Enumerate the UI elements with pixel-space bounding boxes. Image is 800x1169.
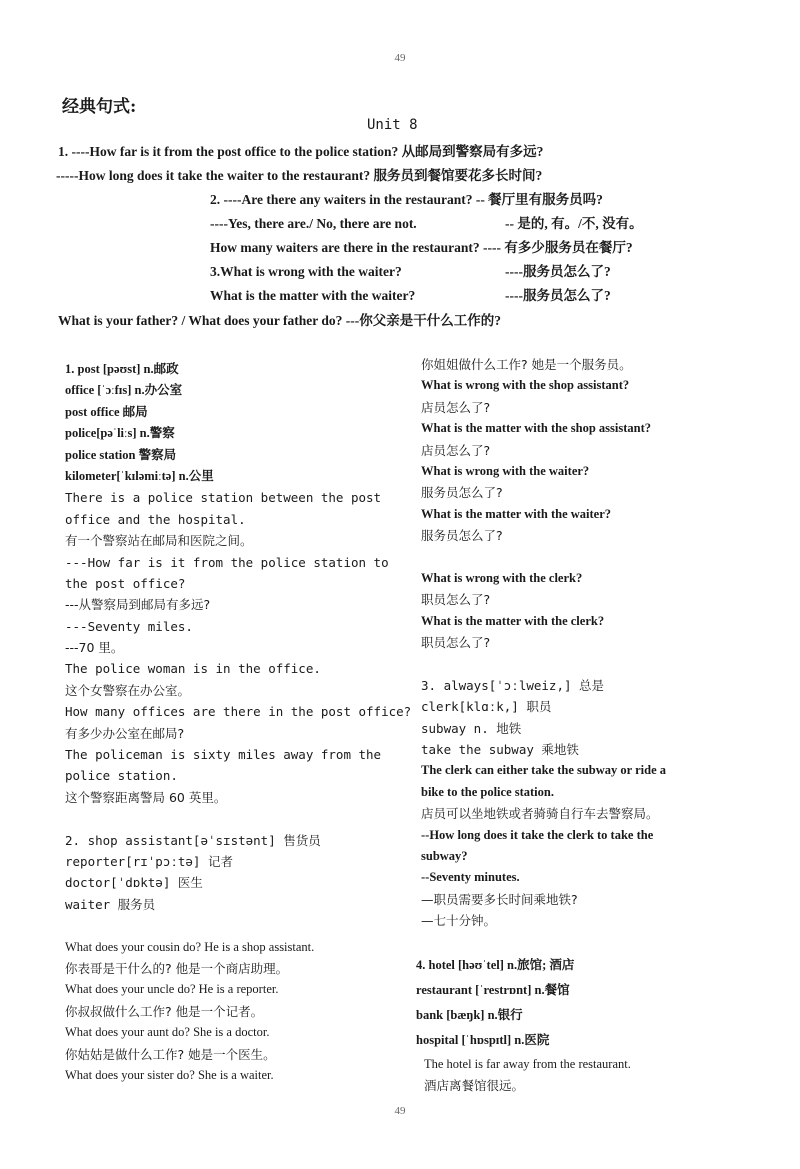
example-line: What is wrong with the waiter? — [421, 463, 590, 478]
vocab-entry: hospital [ˈhɒspɪtl] n.医院 — [416, 1033, 550, 1047]
example-line: the post office? — [65, 575, 186, 591]
translation-line: 服务员怎么了? — [421, 528, 503, 544]
translation-line: 店员怎么了? — [421, 399, 491, 415]
right-column-lower — [416, 953, 756, 1097]
translation-line: 你表哥是干什么的? 他是一个商店助理。 — [65, 960, 289, 976]
example-line: What does your sister do? She is a waiter. — [65, 1067, 274, 1082]
example-line: What does your uncle do? He is a reporter. — [65, 982, 279, 997]
example-line: What is the matter with the waiter? — [421, 506, 612, 521]
vocab-entry: 4. hotel [həʊˈtel] n.旅馆; 酒店 — [416, 958, 575, 972]
vocab-entry: 2. shop assistant[əˈsɪstənt] 售货员 — [65, 832, 321, 848]
sentence-line: 3.What is wrong with the waiter? — [210, 264, 402, 279]
example-line: What does your aunt do? She is a doctor. — [65, 1025, 270, 1040]
example-line: bike to the police station. — [421, 784, 554, 799]
page-number-top: 49 — [394, 52, 406, 64]
right-column — [421, 354, 761, 932]
example-line: police station. — [65, 768, 178, 784]
translation-line: 店员可以坐地铁或者骑骑自行车去警察局。 — [421, 806, 659, 822]
example-line: What is wrong with the shop assistant? — [421, 378, 630, 393]
page-number-bottom: 49 — [394, 1105, 406, 1117]
vocab-entry: waiter 服务员 — [65, 896, 156, 912]
sentence-line: ----Yes, there are./ No, there are not. — [210, 216, 417, 231]
vocab-entry: take the subway 乘地铁 — [421, 742, 579, 758]
example-line: The hotel is far away from the restaurant. — [424, 1057, 631, 1071]
translation-line: 服务员怎么了? — [421, 485, 503, 501]
example-line: ---How far is it from the police station to — [65, 554, 389, 570]
example-line: The clerk can either take the subway or ride a — [421, 763, 667, 778]
sentence-line: 1. ----How far is it from the post office to the police station? 从邮局到警察局有多远? — [58, 144, 544, 159]
translation-line: 你姑姑是做什么工作? 她是一个医生。 — [65, 1046, 276, 1062]
vocab-entry: doctor[ˈdɒktə] 医生 — [65, 875, 203, 891]
translation-line: 职员怎么了? — [421, 635, 491, 651]
example-line: How many offices are there in the post office? — [65, 704, 412, 720]
left-column — [65, 359, 412, 1086]
unit-title: Unit 8 — [367, 117, 418, 133]
vocab-entry: subway n. 地铁 — [421, 720, 522, 736]
sentence-line: -----How long does it take the waiter to the restaurant? 服务员到餐馆要花多长时间? — [56, 168, 543, 183]
vocab-entry: police station 警察局 — [65, 447, 177, 462]
translation-line: 这个女警察在办公室。 — [65, 682, 191, 698]
translation-line: 这个警察距离警局 60 英里。 — [65, 789, 227, 805]
translation-line: —职员需要多长时间乘地铁? — [421, 891, 578, 907]
example-line: What is the matter with the shop assistant? — [421, 421, 651, 436]
translation-line: 有一个警察站在邮局和医院之间。 — [65, 533, 253, 549]
example-line: The police woman is in the office. — [65, 661, 321, 677]
sentence-line: How many waiters are there in the restaurant? ---- 有多少服务员在餐厅? — [210, 240, 633, 255]
vocab-entry: office [ˈɔːfɪs] n.办公室 — [65, 383, 183, 398]
example-line: There is a police station between the post — [65, 490, 382, 506]
translation-line: 你叔叔做什么工作? 他是一个记者。 — [65, 1003, 264, 1019]
example-line: ---Seventy miles. — [65, 618, 193, 634]
translation-line: 店员怎么了? — [421, 442, 491, 458]
example-line: What is wrong with the clerk? — [421, 570, 583, 585]
vocab-entry: bank [bæŋk] n.银行 — [416, 1008, 523, 1022]
sentence-line: ----服务员怎么了? — [505, 288, 611, 303]
vocab-entry: clerk[klɑːk,] 职员 — [421, 699, 552, 715]
sentence-line: What is the matter with the waiter? — [210, 288, 416, 303]
vocab-entry: reporter[rɪˈpɔːtə] 记者 — [65, 853, 233, 869]
sentence-line: What is your father? / What does your father do? ---你父亲是干什么工作的? — [58, 313, 502, 328]
translation-line: 职员怎么了? — [421, 592, 491, 608]
sentence-line: ----服务员怎么了? — [505, 264, 611, 279]
vocab-entry: police[pəˈliːs] n.警察 — [65, 426, 175, 441]
sentence-line: -- 是的, 有。/不, 没有。 — [505, 216, 643, 231]
translation-line: —七十分钟。 — [421, 913, 497, 929]
sentence-line: 2. ----Are there any waiters in the restaurant? -- 餐厅里有服务员吗? — [210, 192, 603, 207]
vocab-entry: 1. post [pəʊst] n.邮政 — [65, 362, 179, 376]
example-line: What does your cousin do? He is a shop assistant. — [65, 939, 315, 954]
example-line: What is the matter with the clerk? — [421, 613, 605, 628]
example-line: subway? — [421, 848, 468, 863]
example-line: --How long does it take the clerk to take the — [421, 827, 654, 842]
translation-line: ---从警察局到邮局有多远? — [65, 597, 211, 613]
vocab-entry: post office 邮局 — [65, 404, 148, 419]
example-line: The policeman is sixty miles away from the — [65, 747, 382, 763]
vocab-entry: 3. always[ˈɔːlweiz,] 总是 — [421, 677, 605, 693]
translation-line: 酒店离餐馆很远。 — [424, 1078, 525, 1093]
example-line: office and the hospital. — [65, 511, 246, 527]
translation-line: 有多少办公室在邮局? — [65, 725, 185, 741]
vocab-entry: restaurant [ˈrestrɒnt] n.餐馆 — [416, 983, 570, 997]
vocab-entry: kilometer[ˈkɪləmiːtə] n.公里 — [65, 468, 214, 483]
example-line: --Seventy minutes. — [421, 870, 520, 885]
translation-line: ---70 里。 — [65, 640, 124, 656]
section-heading: 经典句式: — [62, 97, 137, 117]
translation-line: 你姐姐做什么工作? 她是一个服务员。 — [421, 357, 632, 372]
